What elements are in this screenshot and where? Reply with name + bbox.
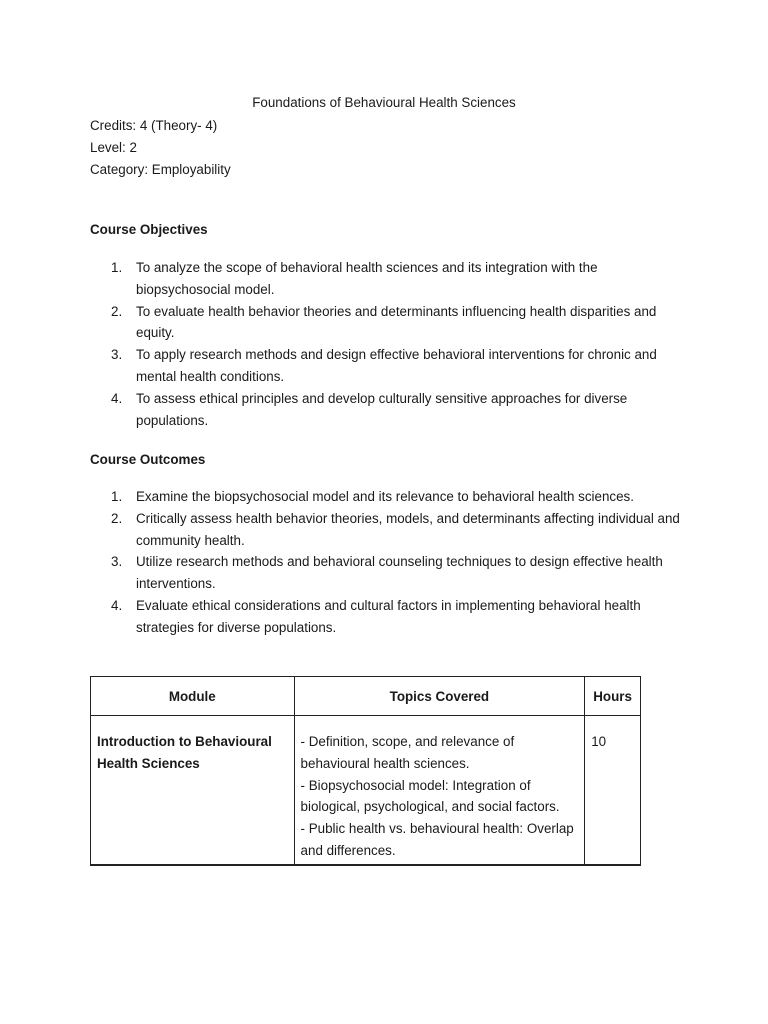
outcome-item (90, 486, 690, 508)
objective-number: 4. (111, 390, 123, 406)
objective-item (90, 301, 690, 345)
topic-line: - Definition, scope, and relevance of behavioural health sciences. (300, 734, 515, 771)
objective-number: 3. (111, 347, 123, 363)
hours-cell: 10 (585, 716, 641, 865)
table-header-row (91, 677, 641, 716)
outcome-number: 1. (111, 489, 123, 504)
objective-text: To analyze the scope of behavioral health sciences and its integration with the biopsychosocial model. (136, 260, 598, 297)
objective-number: 2. (111, 303, 123, 319)
hours-column-header: Hours (585, 677, 641, 716)
outcome-text: Utilize research methods and behavioral counseling techniques to design effective health interventions. (136, 554, 663, 592)
module-name-cell: Introduction to Behavioural Health Sciences (91, 716, 295, 865)
objective-item (90, 388, 690, 432)
course-meta (90, 115, 231, 180)
topics-column-header: Topics Covered (294, 677, 585, 716)
outcome-item (90, 595, 690, 639)
objective-item (90, 344, 690, 388)
table-row (91, 716, 641, 865)
outcome-text: Critically assess health behavior theories, models, and determinants affecting individual and community health. (136, 510, 680, 548)
outcomes-list (90, 486, 690, 639)
outcome-text: Examine the biopsychosocial model and its relevance to behavioral health sciences. (136, 489, 634, 504)
objectives-list (90, 257, 690, 431)
objective-text: To evaluate health behavior theories and determinants influencing health disparities and equity. (136, 303, 657, 341)
objective-item (90, 257, 690, 301)
objective-text: To apply research methods and design effective behavioral interventions for chronic and mental health conditions. (136, 347, 657, 384)
modules-table (90, 676, 641, 866)
category-line: Category: Employability (90, 161, 231, 177)
topic-line: - Public health vs. behavioural health: Overlap and differences. (300, 821, 574, 858)
outcome-number: 2. (111, 510, 123, 526)
topics-cell (294, 716, 585, 865)
module-column-header: Module (91, 677, 295, 716)
objectives-heading: Course Objectives (90, 222, 208, 237)
outcome-number: 3. (111, 554, 123, 570)
outcome-text: Evaluate ethical considerations and cultural factors in implementing behavioral health strategies for diverse populations. (136, 597, 641, 635)
outcome-number: 4. (111, 597, 123, 613)
outcome-item (90, 551, 690, 595)
outcomes-heading: Course Outcomes (90, 452, 206, 467)
topic-line: - Biopsychosocial model: Integration of biological, psychological, and social factors. (300, 777, 560, 815)
document-title: Foundations of Behavioural Health Sciences (252, 95, 516, 110)
objective-text: To assess ethical principles and develop culturally sensitive approaches for diverse populations. (136, 390, 628, 428)
objective-number: 1. (111, 260, 123, 275)
outcome-item (90, 508, 690, 552)
level-line: Level: 2 (90, 139, 137, 155)
credits-line: Credits: 4 (Theory- 4) (90, 118, 218, 133)
